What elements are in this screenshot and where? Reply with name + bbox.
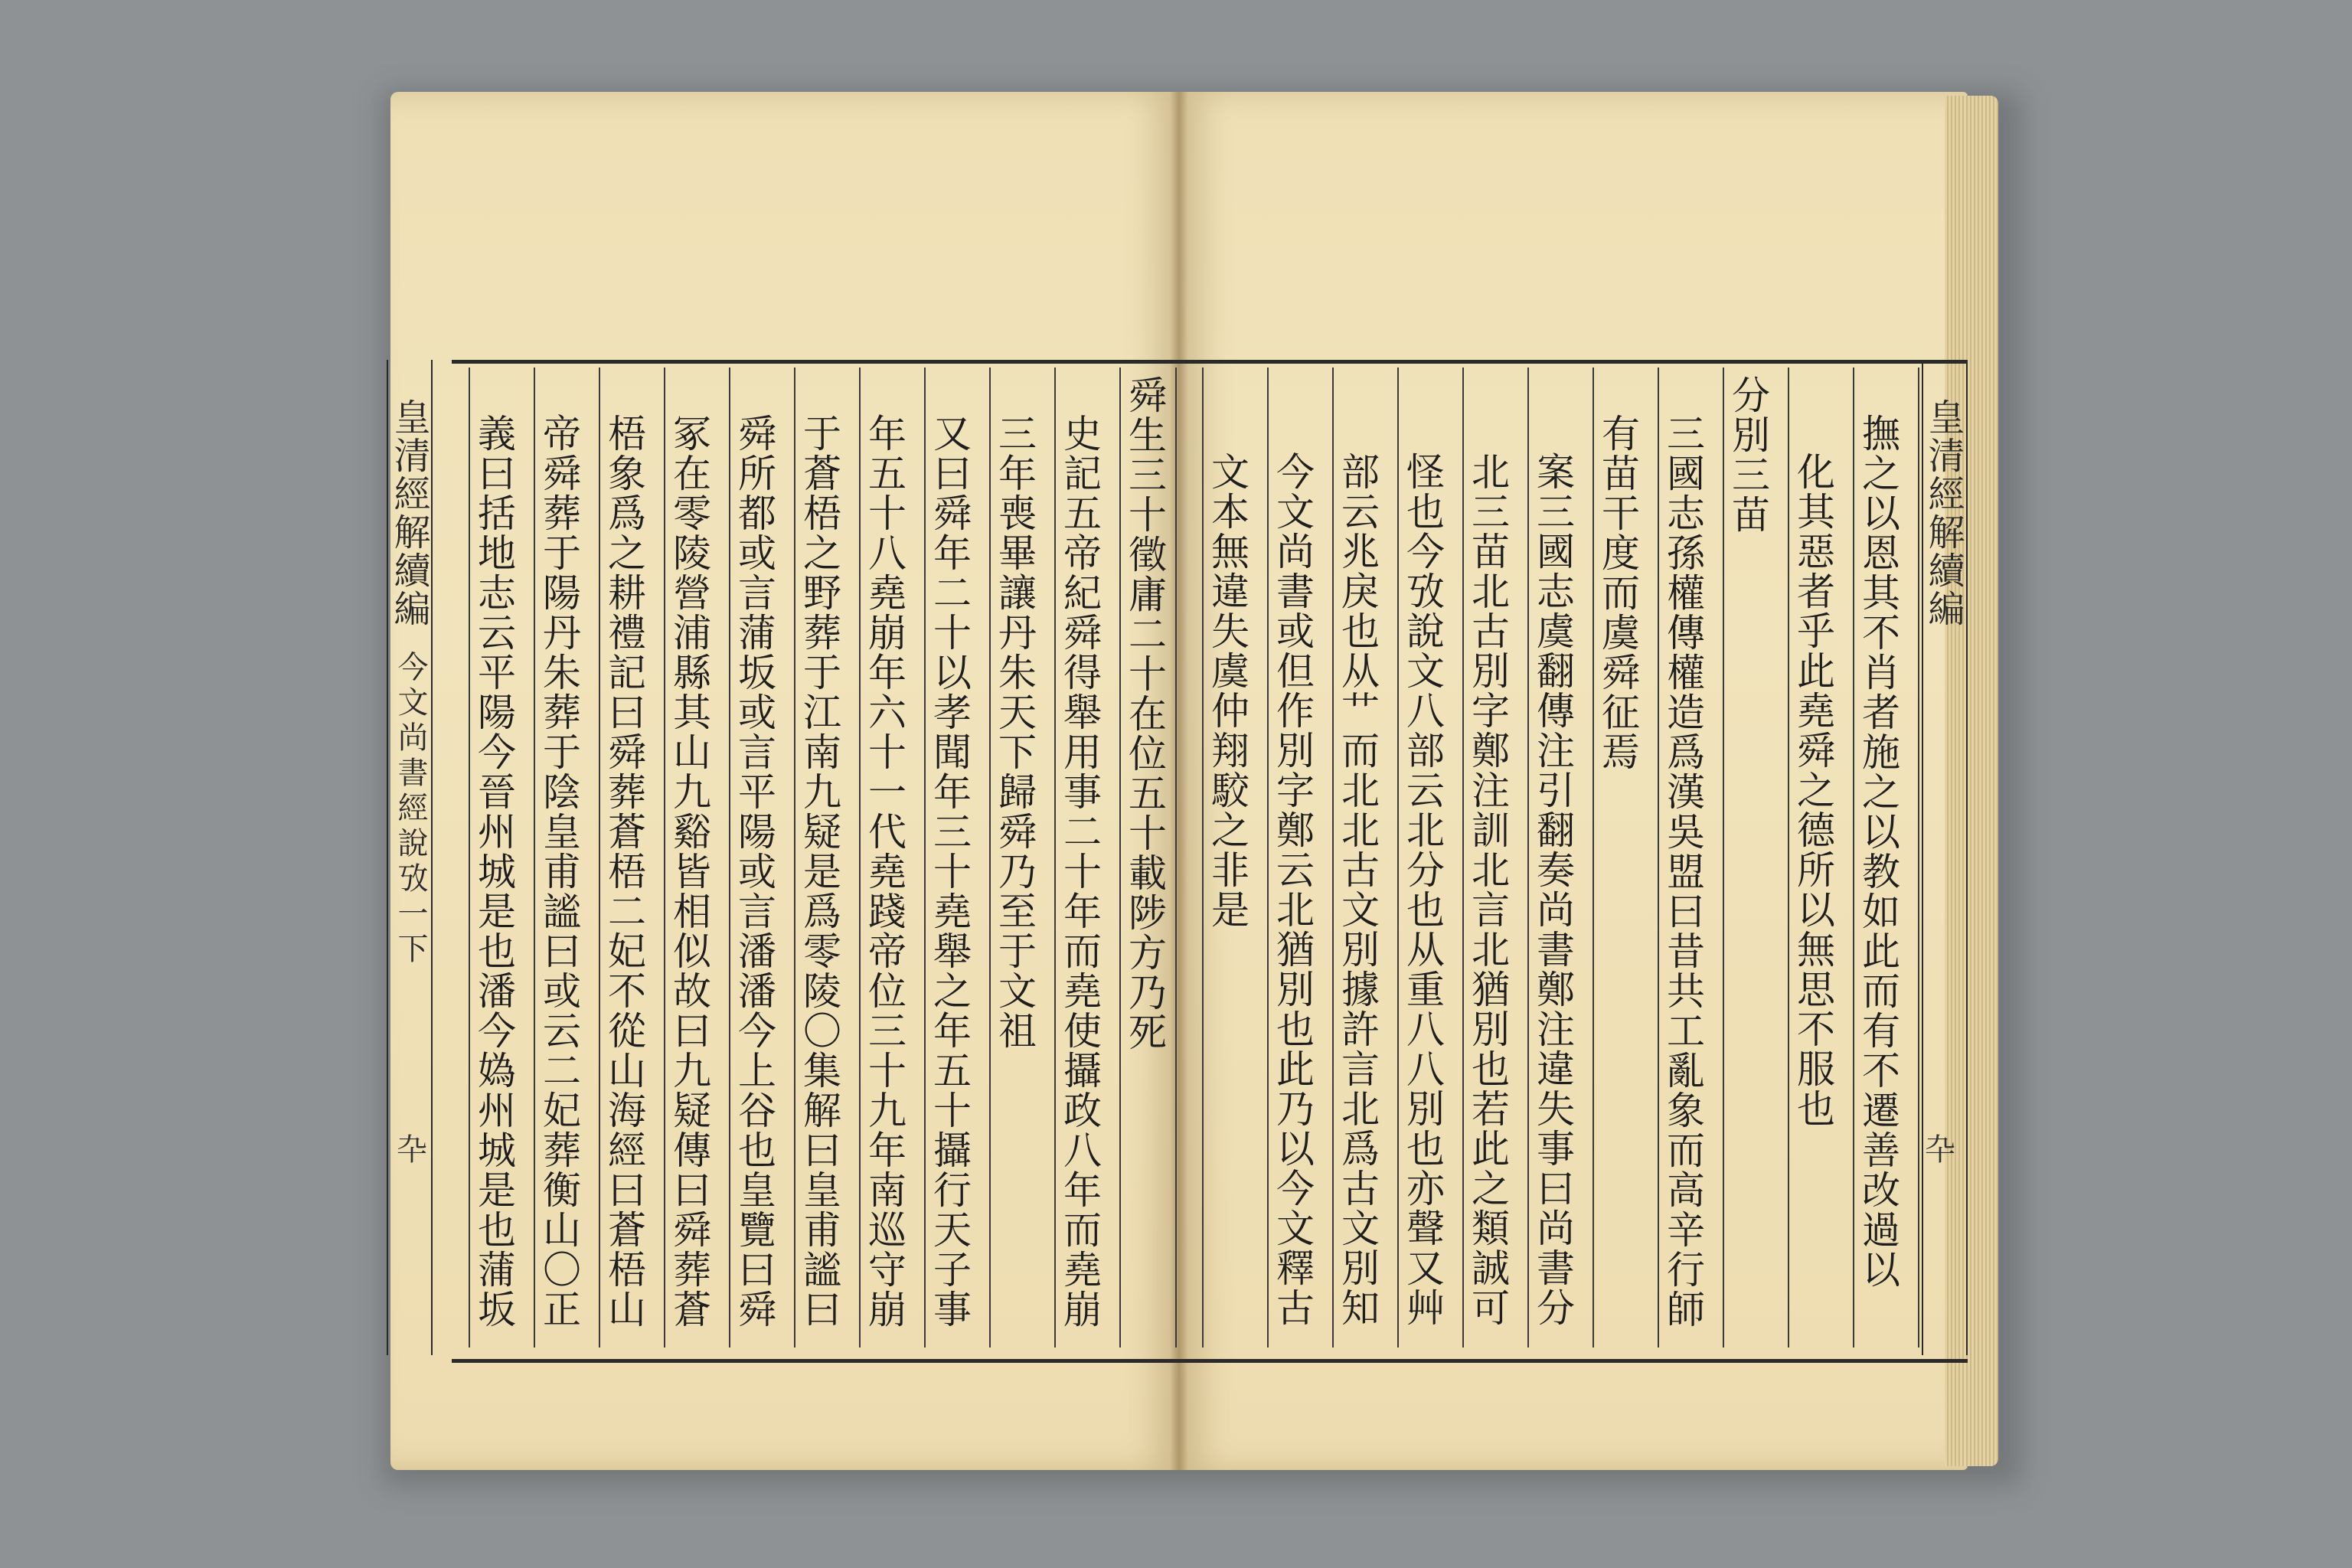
column-rule bbox=[1918, 368, 1919, 1348]
left-column-10: 帝舜葬于陽丹朱葬于陰皇甫謐曰或云二妃葬衡山〇正 bbox=[537, 413, 581, 1329]
left-column-9: 梧象爲之耕禮記曰舜葬蒼梧二妃不從山海經曰蒼梧山 bbox=[602, 413, 646, 1329]
column-rule bbox=[664, 368, 665, 1348]
column-rule bbox=[1658, 368, 1659, 1348]
left-column-4: 又曰舜年二十以孝聞年三十堯舉之年五十攝行天子事 bbox=[927, 413, 972, 1329]
left-column-3: 三年喪畢讓丹朱天下歸舜乃至于文祖 bbox=[992, 413, 1037, 1050]
column-rule bbox=[1175, 368, 1177, 1348]
left-margin-title: 皇清經解續編 bbox=[387, 398, 430, 628]
column-rule bbox=[1202, 368, 1204, 1348]
column-rule bbox=[924, 368, 926, 1348]
right-column-2: 化其惡者乎此堯舜之德所以無思不服也 bbox=[1791, 452, 1835, 1129]
column-rule bbox=[1853, 368, 1854, 1348]
right-column-10: 今文尚書或但作別字鄭云北猶別也此乃以今文釋古 bbox=[1270, 452, 1315, 1328]
right-column-6: 案三國志虞翻傳注引翻奏尚書鄭注違失事曰尚書分 bbox=[1530, 452, 1575, 1328]
right-column-9: 部云兆戾也从艹而北北古文別據許言北爲古文別知 bbox=[1335, 452, 1380, 1328]
column-rule bbox=[859, 368, 861, 1348]
left-column-11: 義曰括地志云平陽今晉州城是也潘今媯州城是也蒲坂 bbox=[472, 413, 516, 1329]
right-column-1: 撫之以恩其不肖者施之以教如此而有不遷善改過以 bbox=[1856, 413, 1900, 1289]
column-rule bbox=[1054, 368, 1056, 1348]
column-rule bbox=[1788, 368, 1789, 1348]
column-rule bbox=[794, 368, 795, 1348]
right-column-3: 分別三苗 bbox=[1726, 375, 1770, 534]
column-rule bbox=[1592, 368, 1594, 1348]
left-column-1: 舜生三十徵庸二十在位五十載陟方乃死 bbox=[1122, 375, 1167, 1052]
column-rule bbox=[1397, 368, 1399, 1348]
right-column-4: 三國志孫權傳權造爲漢吳盟曰昔共工亂象而高辛行師 bbox=[1661, 413, 1705, 1329]
left-column-7: 舜所都或言蒲坂或言平陽或言潘潘今上谷也皇覽曰舜 bbox=[732, 413, 776, 1329]
right-column-7: 北三苗北古別字鄭注訓北言北猶別也若此之類誠可 bbox=[1465, 452, 1510, 1328]
column-rule bbox=[729, 368, 730, 1348]
column-rule bbox=[1527, 368, 1529, 1348]
right-leaf-number: 卆 bbox=[1925, 1132, 1955, 1168]
column-rule bbox=[1332, 368, 1334, 1348]
column-rule bbox=[1119, 368, 1121, 1348]
right-column-8: 怪也今攷說文八部云北分也从重八八別也亦聲又艸 bbox=[1400, 452, 1445, 1328]
left-margin-chapter: 今文尚書經說攷一下 bbox=[393, 651, 428, 968]
column-rule bbox=[599, 368, 600, 1348]
column-rule bbox=[534, 368, 535, 1348]
right-column-5: 有苗干度而虞舜征焉 bbox=[1596, 413, 1640, 772]
column-rule bbox=[1462, 368, 1464, 1348]
column-rule bbox=[1267, 368, 1269, 1348]
right-column-11: 文本無違失虞仲翔駮之非是 bbox=[1205, 452, 1250, 929]
right-margin-title: 皇清經解續編 bbox=[1922, 398, 1965, 628]
column-rule bbox=[469, 368, 470, 1348]
left-column-8: 冢在零陵營浦縣其山九谿皆相似故曰九疑傳曰舜葬蒼 bbox=[667, 413, 711, 1329]
left-column-5: 年五十八堯崩年六十一代堯踐帝位三十九年南巡守崩 bbox=[862, 413, 906, 1329]
left-leaf-number: 卆 bbox=[397, 1132, 427, 1168]
column-rule bbox=[1723, 368, 1724, 1348]
left-column-2: 史記五帝紀舜得舉用事二十年而堯使攝政八年而堯崩 bbox=[1057, 413, 1102, 1329]
left-column-6: 于蒼梧之野葬于江南九疑是爲零陵〇集解曰皇甫謐曰 bbox=[797, 413, 841, 1329]
column-rule bbox=[989, 368, 991, 1348]
